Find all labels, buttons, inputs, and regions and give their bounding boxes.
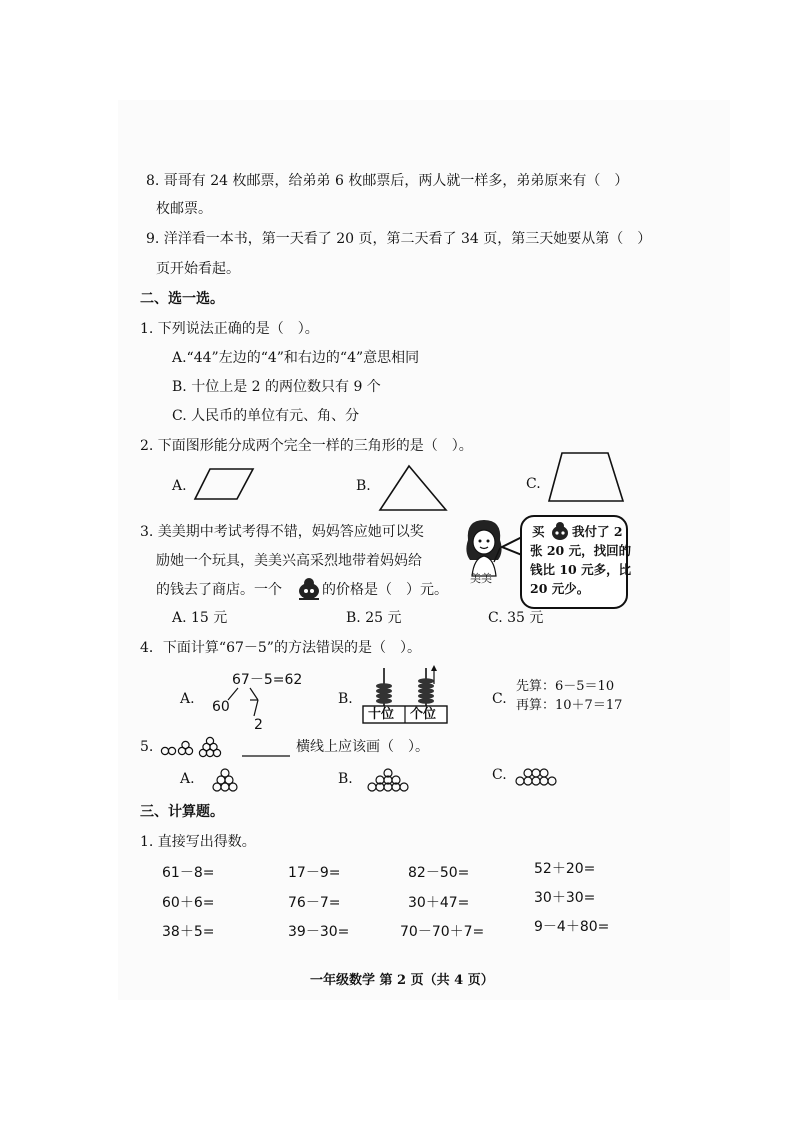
calc-cell: 82－50= bbox=[408, 865, 470, 881]
c2-option-a: A. bbox=[172, 478, 187, 494]
c1-option-a: A.“44”左边的“4”和右边的“4”意思相同 bbox=[172, 350, 420, 366]
c5-option-c: C. bbox=[492, 767, 507, 783]
c4-c-line1: 先算：6－5＝10 bbox=[516, 679, 615, 694]
c3-line3-post: 的价格是（ ）元。 bbox=[322, 582, 448, 598]
c1-stem: 1. 下列说法正确的是（ ）。 bbox=[140, 321, 319, 337]
calc-cell: 17－9= bbox=[288, 865, 341, 881]
bubble-line2: 张 20 元，找回的 bbox=[530, 543, 632, 558]
page-footer: 一年级数学 第 2 页（共 4 页） bbox=[310, 973, 494, 988]
toy-icon bbox=[297, 577, 321, 601]
c5-stem-tail: 横线上应该画（ ）。 bbox=[296, 739, 429, 755]
calc-cell: 70－70＋7= bbox=[400, 924, 485, 940]
c4-option-a: A. bbox=[180, 691, 195, 707]
c1-option-b: B. 十位上是 2 的两位数只有 9 个 bbox=[172, 379, 381, 395]
c1-option-c: C. 人民币的单位有元、角、分 bbox=[172, 408, 360, 424]
pyramid-6-icon bbox=[210, 766, 240, 792]
c4-a-60: 60 bbox=[212, 699, 230, 715]
c3-option-b: B. 25 元 bbox=[346, 610, 402, 626]
c3-option-c: C. 35 元 bbox=[488, 610, 544, 626]
section2-title: 二、选一选。 bbox=[140, 291, 224, 307]
toy-icon bbox=[550, 521, 570, 541]
c3-option-a: A. 15 元 bbox=[172, 610, 228, 626]
c4-option-b: B. bbox=[338, 691, 353, 707]
q8-line2: 枚邮票。 bbox=[156, 201, 212, 217]
c2-option-c: C. bbox=[526, 476, 541, 492]
answer-blank-line bbox=[242, 754, 292, 758]
c4-stem: 4．下面计算“67－5”的方法错误的是（ ）。 bbox=[140, 640, 421, 656]
calc-cell: 61－8= bbox=[162, 865, 215, 881]
bubble-line3: 钱比 10 元多，比 bbox=[530, 562, 632, 577]
c4-c-line2: 再算：10＋7＝17 bbox=[516, 698, 623, 713]
speech-bubble bbox=[520, 515, 632, 609]
bubble-line1-post: 我付了 2 bbox=[572, 524, 623, 539]
bubble-line4: 20 元少。 bbox=[530, 581, 590, 596]
c5-option-b: B. bbox=[338, 771, 353, 787]
calc-cell: 9－4＋80= bbox=[534, 919, 610, 935]
trapezoid-shape bbox=[548, 452, 624, 502]
circle-pattern-icon bbox=[160, 738, 240, 758]
trapezoid-dots-icon bbox=[514, 766, 562, 786]
parallelogram-shape bbox=[194, 468, 254, 500]
abacus-ones-label: 个位 bbox=[410, 707, 437, 722]
q9-line2: 页开始看起。 bbox=[156, 261, 240, 277]
c4-option-c: C. bbox=[492, 691, 507, 707]
c3-line3-pre: 的钱去了商店。一个 bbox=[156, 582, 282, 598]
section3-title: 三、计算题。 bbox=[140, 804, 224, 820]
c3-line1: 3. 美美期中考试考得不错，妈妈答应她可以奖 bbox=[140, 524, 424, 540]
c4-a-2: 2 bbox=[254, 717, 263, 733]
calc-cell: 60＋6= bbox=[162, 895, 215, 911]
c5-stem: 5. bbox=[140, 739, 154, 755]
abacus-tens-label: 十位 bbox=[368, 707, 395, 722]
calc-cell: 52＋20= bbox=[534, 861, 596, 877]
girl-label: 美美 bbox=[470, 572, 492, 585]
q9-line1: 9. 洋洋看一本书，第一天看了 20 页，第二天看了 34 页，第三天她要从第（ ） bbox=[146, 231, 652, 247]
c5-option-a: A. bbox=[180, 771, 195, 787]
bubble-tail bbox=[502, 535, 522, 559]
calc-cell: 39－30= bbox=[288, 924, 350, 940]
c3-line2: 励她一个玩具，美美兴高采烈地带着妈妈给 bbox=[156, 553, 422, 569]
calc-cell: 30＋30= bbox=[534, 890, 596, 906]
triangle-shape bbox=[379, 465, 447, 511]
calc-stem: 1. 直接写出得数。 bbox=[140, 834, 256, 850]
calc-cell: 30＋47= bbox=[408, 895, 470, 911]
c2-stem: 2. 下面图形能分成两个完全一样的三角形的是（ ）。 bbox=[140, 438, 473, 454]
q8-line1: 8. 哥哥有 24 枚邮票，给弟弟 6 枚邮票后，两人就一样多，弟弟原来有（ ） bbox=[146, 173, 629, 189]
bubble-line1-pre: 买 bbox=[532, 524, 545, 539]
c2-option-b: B. bbox=[356, 478, 371, 494]
calc-cell: 38＋5= bbox=[162, 924, 215, 940]
pyramid-9-icon bbox=[366, 766, 410, 792]
calc-cell: 76－7= bbox=[288, 895, 341, 911]
c4-a-equation: 67－5=62 bbox=[232, 672, 303, 688]
